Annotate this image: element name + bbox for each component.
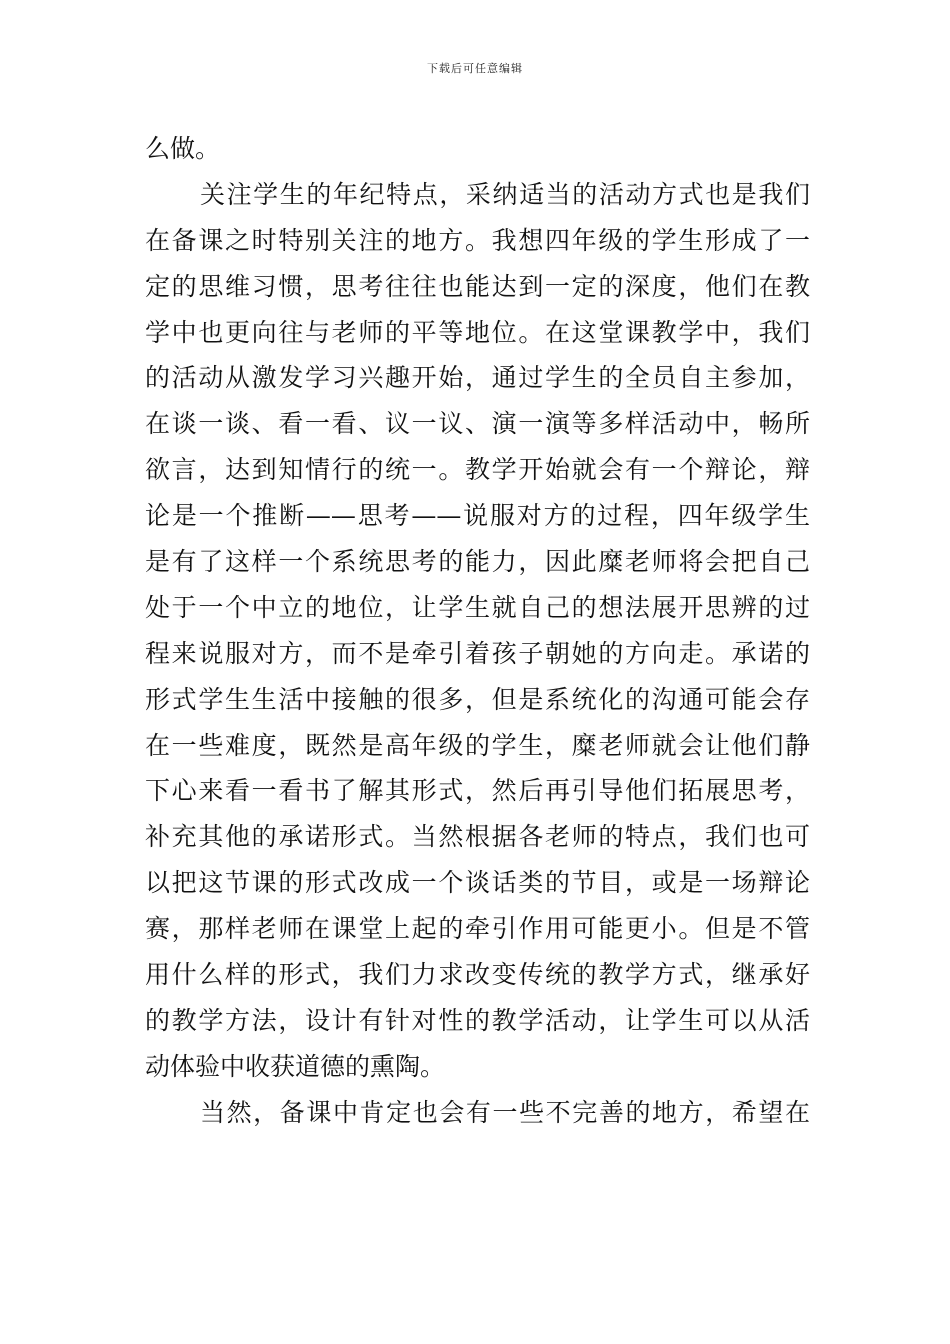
text-line: 在备课之时特别关注的地方。我想四年级的学生形成了一 xyxy=(145,225,810,255)
text-line: 在一些难度，既然是高年级的学生，糜老师就会让他们静 xyxy=(145,730,810,760)
text-line: 么做。 xyxy=(145,134,221,163)
text-line: 补充其他的承诺形式。当然根据各老师的特点，我们也可 xyxy=(145,822,810,852)
text-line: 定的思维习惯，思考往往也能达到一定的深度，他们在教 xyxy=(145,271,810,301)
text-line: 程来说服对方，而不是牵引着孩子朝她的方向走。承诺的 xyxy=(145,638,810,668)
text-line: 用什么样的形式，我们力求改变传统的教学方式，继承好 xyxy=(145,960,810,990)
document-body xyxy=(145,126,810,1136)
paragraph-first-line: 当然，备课中肯定也会有一些不完善的地方，希望在 xyxy=(200,1097,810,1127)
text-line: 学中也更向往与老师的平等地位。在这堂课教学中，我们 xyxy=(145,317,810,347)
text-line: 处于一个中立的地位，让学生就自己的想法展开思辨的过 xyxy=(145,592,810,622)
text-line: 在谈一谈、看一看、议一议、演一演等多样活动中，畅所 xyxy=(145,409,810,439)
text-line: 欲言，达到知情行的统一。教学开始就会有一个辩论，辩 xyxy=(145,455,810,485)
text-line: 是有了这样一个系统思考的能力，因此糜老师将会把自己 xyxy=(145,547,810,577)
text-line: 动体验中收获道德的熏陶。 xyxy=(145,1051,446,1081)
text-line: 论是一个推断——思考——说服对方的过程，四年级学生 xyxy=(145,501,810,531)
text-line: 形式学生生活中接触的很多，但是系统化的沟通可能会存 xyxy=(145,684,810,714)
text-line: 的教学方法，设计有针对性的教学活动，让学生可以从活 xyxy=(145,1005,810,1035)
text-line: 赛，那样老师在课堂上起的牵引作用可能更小。但是不管 xyxy=(145,914,810,944)
paragraph-first-line: 关注学生的年纪特点，采纳适当的活动方式也是我们 xyxy=(200,179,810,209)
text-line: 下心来看一看书了解其形式，然后再引导他们拓展思考， xyxy=(145,776,810,806)
page-header: 下载后可任意编辑 xyxy=(427,62,523,75)
text-line: 的活动从激发学习兴趣开始，通过学生的全员自主参加， xyxy=(145,363,810,393)
text-line: 以把这节课的形式改成一个谈话类的节目，或是一场辩论 xyxy=(145,868,810,898)
